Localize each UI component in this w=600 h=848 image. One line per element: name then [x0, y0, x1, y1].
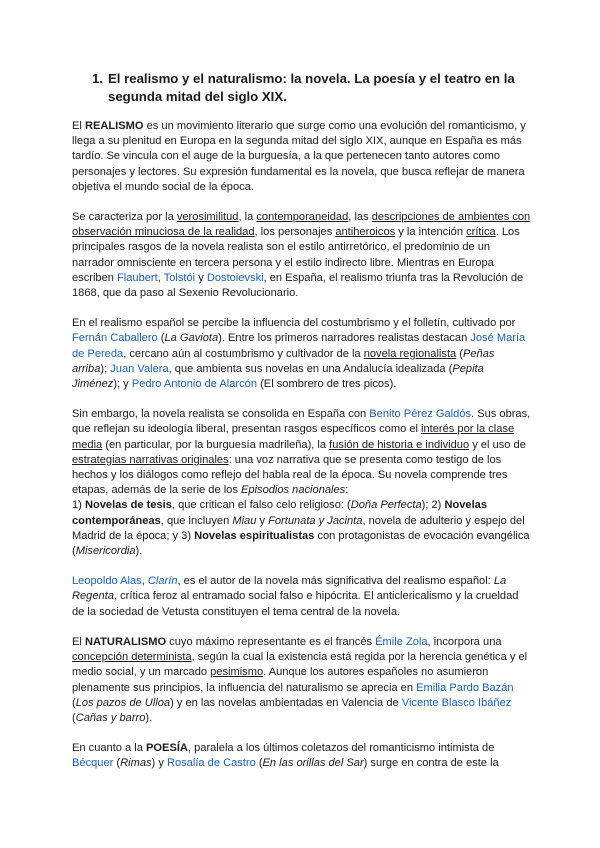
text: y el uso de: [469, 438, 526, 451]
text: (: [72, 711, 76, 724]
text: ,: [141, 575, 148, 588]
text: , paralela a los últimos coletazos del romanticismo intimista de: [187, 742, 495, 755]
text: . Aunque los autores españoles no asumieron plenamente sus principios, la influencia del naturalismo se aprecia en: [72, 666, 489, 694]
link-juan-valera[interactable]: Juan Valera: [110, 362, 169, 375]
text: , es el autor de la novela más significativa del realismo español:: [177, 575, 494, 588]
link-pereda[interactable]: José María de Pereda: [72, 332, 526, 360]
text: (: [72, 696, 76, 709]
text: ). Entre los primeros narradores realistas destacan: [218, 332, 471, 345]
link-blasco-ibanez[interactable]: Vicente Blasco Ibáñez: [401, 696, 512, 709]
text: . Sus obras, que reflejan su ideología liberal, presentan rasgos específicos como el: [72, 408, 531, 436]
paragraph-realismo-espanol: [72, 316, 532, 392]
text: , que ambienta sus novelas en una Andalucía idealizada (: [168, 362, 453, 375]
text: ); 2): [421, 499, 445, 512]
paragraph-poesia: [72, 741, 532, 771]
italic-title: Fortunata y Jacinta: [268, 514, 363, 527]
text: , que critican el falso celo religioso: (: [171, 499, 351, 512]
underlined-term: interés por la clase media: [72, 423, 515, 451]
link-galdos[interactable]: Benito Pérez Galdós: [369, 408, 472, 421]
bold-term: Novelas espiritualistas: [194, 529, 315, 542]
italic-title: La Regenta: [72, 575, 507, 603]
text: (en particular, por la burguesía madrileña), la: [102, 438, 330, 451]
paragraph-caracteristicas: [72, 210, 532, 301]
text: , en España, el realismo triunfa tras la Revolución de 1868, que da paso al Sexenio Revolucionario.: [72, 271, 524, 300]
link-emile-zola[interactable]: Émile Zola: [375, 635, 428, 648]
italic-title: Doña Perfecta: [350, 499, 422, 512]
text: , la: [238, 211, 257, 224]
italic-title: Episodios nacionales: [240, 484, 346, 497]
text: ).: [145, 711, 153, 724]
text: es un movimiento literario que surge como una evolución del romanticismo, y llega a su plenitud en Europa en la segunda mitad del siglo XIX, aunque en España es más tardío. Se vincula con el auge de la burguesía, a la que pertenecen tanto autores como personajes y lectores. Su expresión fundamental es la novela, que busca reflejar de manera objetiva el mundo social de la época.: [72, 120, 526, 193]
link-pardo-bazan[interactable]: Emilia Pardo Bazán: [416, 681, 514, 694]
underlined-term: verosimilitud: [176, 211, 239, 224]
text: (: [113, 757, 121, 770]
underlined-term: fusión de historia e individuo: [329, 438, 470, 451]
paragraph-clarin: [72, 574, 532, 620]
underlined-term: crítica: [466, 226, 496, 239]
link-dostoievski[interactable]: Dostoievski: [206, 271, 264, 284]
text: , incorpora una: [427, 635, 502, 648]
text: ).: [135, 545, 143, 558]
bold-term: Novelas contemporáneas: [72, 499, 488, 527]
text: : una voz narrativa que se presenta como testigo de los hechos y los diálogos como reflejo del habla real de la época. Su novela comprende tres etapas, además de la serie de los: [72, 453, 508, 497]
text: ) y en las novelas ambientadas en Valencia de: [170, 696, 402, 709]
italic-title: Los pazos de Ulloa: [75, 696, 171, 709]
text: ) surge en contra de este la: [363, 757, 499, 770]
underlined-term: descripciones de ambientes con observación minuciosa de la realidad: [72, 211, 531, 239]
text: ) y: [151, 757, 167, 770]
italic-title: La Gaviota: [164, 332, 219, 345]
heading-text: El realismo y el naturalismo: la novela. La poesía y el teatro en la segunda mitad del siglo XIX.: [108, 71, 515, 104]
link-tolstoi[interactable]: Tolstói: [163, 271, 196, 284]
bold-term: Novelas de tesis: [84, 499, 172, 512]
text: . Los principales rasgos de la novela realista son el estilo antirretórico, el predominio de un narrador omnisciente en tercera persona y el estilo indirecto libre. Mientras en Europa escriben: [72, 226, 520, 284]
underlined-term: pesimismo: [210, 666, 264, 679]
document-body: [72, 119, 532, 787]
text: , según la cual la existencia está regida por la herencia genética y el medio social, y un marcado: [72, 651, 528, 679]
text: y: [256, 514, 269, 527]
text: , novela de adulterio y espejo del Madrid de la época; y 3): [72, 514, 525, 542]
text: ,: [157, 271, 164, 284]
paragraph-realismo: [72, 119, 532, 195]
bold-term-realismo: REALISMO: [84, 120, 144, 132]
text: con protagonistas de evocación evangélica (: [72, 529, 530, 558]
text: 1): [72, 499, 85, 512]
link-leopoldo-alas[interactable]: Leopoldo Alas: [72, 575, 142, 588]
italic-title: Misericordia: [75, 545, 136, 558]
italic-title: En las orillas del Sar: [262, 757, 364, 770]
text: , las: [348, 211, 372, 224]
underlined-term: concepción determinista: [72, 651, 192, 664]
italic-title: Peñas arriba: [72, 347, 495, 375]
text: ); y: [113, 378, 132, 391]
text: y la intención: [395, 226, 467, 239]
section-heading: [92, 70, 532, 106]
underlined-term: contemporaneidad: [256, 211, 349, 224]
text: );: [100, 362, 111, 375]
text: El: [72, 120, 85, 132]
text: y: [195, 271, 207, 284]
text: Se caracteriza por la: [72, 211, 177, 224]
underlined-term: novela regionalista: [363, 347, 457, 360]
text: , cercano aún al costumbrismo y cultivador de la: [123, 347, 364, 360]
link-fernan-caballero[interactable]: Fernán Caballero: [72, 332, 158, 345]
bold-term-poesia: POESÍA: [146, 742, 188, 755]
italic-title: Pepita Jiménez: [72, 362, 484, 391]
bold-term-naturalismo: NATURALISMO: [84, 635, 167, 648]
text: El: [72, 635, 85, 648]
heading-number: 1.: [92, 71, 103, 86]
italic-title: Cañas y barro: [75, 711, 146, 724]
text: (El sombrero de tres picos).: [257, 378, 397, 391]
text: (: [255, 757, 263, 770]
text: :: [345, 484, 349, 497]
text: (: [157, 332, 165, 345]
text: Sin embargo, la novela realista se consolida en España con: [72, 408, 370, 421]
paragraph-galdos: [72, 407, 532, 559]
paragraph-naturalismo: [72, 635, 532, 726]
text: En cuanto a la: [72, 742, 147, 755]
text: En el realismo español se percibe la influencia del costumbrismo y el folletín, cultivado por: [72, 317, 516, 330]
underlined-term: estrategias narrativas originales: [72, 453, 229, 466]
link-flaubert[interactable]: Flaubert: [117, 271, 158, 284]
link-rosalia-de-castro[interactable]: Rosalía de Castro: [166, 757, 256, 770]
text: , que incluyen: [160, 514, 233, 527]
text: (: [456, 347, 463, 360]
text: , los personajes: [254, 226, 336, 239]
underlined-term: antiheroicos: [335, 226, 396, 239]
italic-title: Rimas: [120, 757, 152, 770]
link-becquer[interactable]: Bécquer: [72, 757, 114, 770]
text: , crítica feroz al entramado social falso e hipócrita. El anticlericalismo y la crueldad de la sociedad de Vetusta constituyen el tema central de la novela.: [72, 590, 519, 618]
text: cuyo máximo representante es el francés: [166, 635, 376, 648]
link-clarin[interactable]: Clarín: [147, 575, 178, 588]
link-alarcon[interactable]: Pedro Antonio de Alarcón: [131, 378, 258, 391]
italic-title: Miau: [232, 514, 257, 527]
